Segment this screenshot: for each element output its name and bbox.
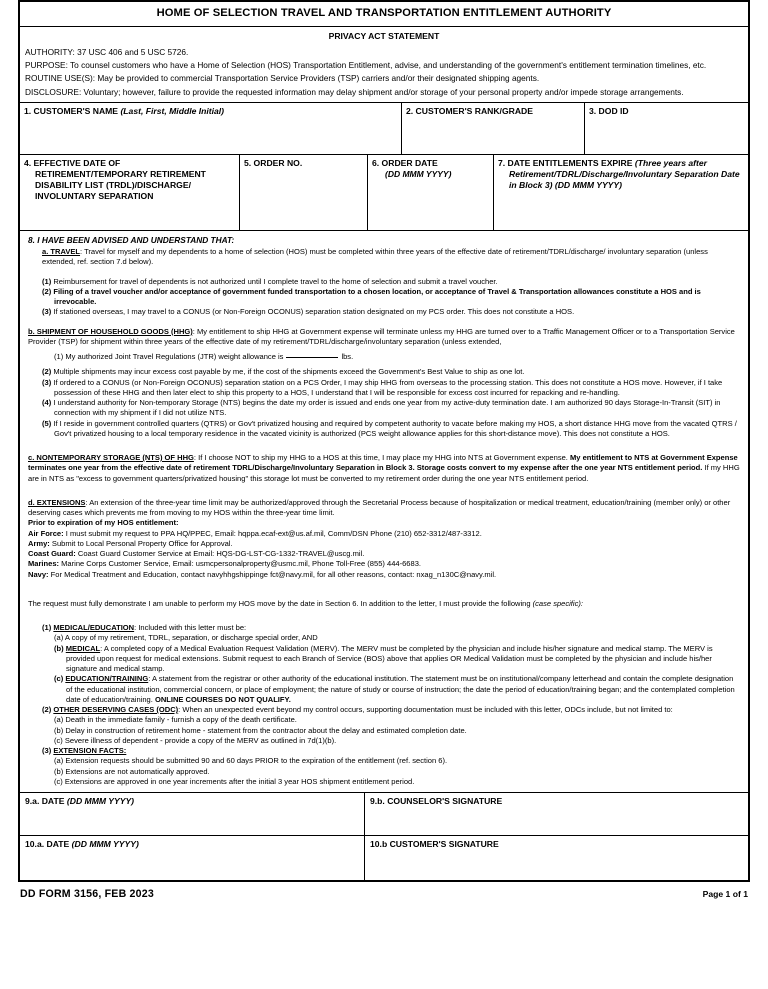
section-8c-paragraph bbox=[28, 453, 740, 484]
odc-item-a: (a) Death in the immediate family - furnish a copy of the death certificate. bbox=[54, 715, 297, 725]
item-number: (5) bbox=[42, 418, 52, 428]
section-8d-prior-line: Prior to expiration of my HOS entitlement: bbox=[28, 518, 179, 528]
field-9a-hint: (DD MMM YYYY) bbox=[66, 796, 135, 807]
field-counselor-signature[interactable] bbox=[365, 793, 748, 835]
section-8c-text-2: If my HHG are in NTS as "excess to government quarters/privatized housing" this storage lot must be converted to my retirement order during the one year NTS entitlement period. bbox=[28, 463, 740, 483]
extension-facts-heading bbox=[28, 746, 740, 756]
item-number: (2) bbox=[42, 367, 52, 377]
branch-air-force bbox=[28, 529, 740, 539]
signature-row-9 bbox=[20, 793, 748, 836]
section-8c-bold-text: My entitlement to NTS at Government Expense terminates one year from the effective date of retirement TDRL/Discharge/Involuntary Separation in Block 3. Storage costs convert to my expense after the one year NTS entitlement period. bbox=[28, 453, 738, 473]
field-customer-date[interactable] bbox=[20, 836, 365, 880]
item-text: : A statement from the registrar or other authority of the educational institution. The statement must be on institutional/company letterhead and contain the complete designation of the educational institution, commercial concern, or place of employment; the nature of study or course of instruction; the date the period of education/training began; and the contemplated completion date of education/training. bbox=[66, 674, 735, 704]
section-8b-paragraph bbox=[28, 327, 740, 348]
item-text: If stationed overseas, I may travel to a CONUS (or Non-Foreign OCONUS) separation station designated on my PCS order. This does not constitute a HOS. bbox=[53, 307, 575, 317]
medical-education-heading bbox=[28, 623, 740, 633]
medical-education-item-a: (a) A copy of my retirement, TDRL, separation, or discharge special order, AND bbox=[54, 633, 318, 643]
branch-contact: For Medical Treatment and Education, contact navyhhgshippinge fct@navy.mil, for all other reasons, contact: nxag_n130C@navy.mil. bbox=[48, 569, 497, 579]
section-8b-label: b. SHIPMENT OF HOUSEHOLD GOODS (HHG) bbox=[28, 326, 193, 336]
section-8a-label: a. TRAVEL bbox=[42, 247, 81, 257]
item-text-pre: (1) My authorized Joint Travel Regulations (JTR) weight allowance is bbox=[54, 352, 284, 362]
request-text: The request must fully demonstrate I am unable to perform my HOS move by the date in Section 6. In addition to the letter, I must provide the following bbox=[28, 598, 533, 608]
field-row-1 bbox=[20, 103, 748, 155]
odc-item-c: (c) Severe illness of dependent - provide a copy of the MERV as outlined in 7d(1)(b). bbox=[54, 735, 337, 745]
field-counselor-date[interactable] bbox=[20, 793, 365, 835]
field-1-label: 1. CUSTOMER'S NAME bbox=[24, 105, 119, 116]
form-footer bbox=[18, 888, 750, 900]
extension-facts-item-a: (a) Extension requests should be submitted 90 and 60 days PRIOR to the expiration of the entitlement (ref. section 6). bbox=[54, 756, 448, 766]
section-8c-label: c. NONTEMPORARY STORAGE (NTS) OF HHG bbox=[28, 453, 194, 463]
field-3-label: 3. DOD ID bbox=[589, 105, 629, 116]
section-8b-item-3 bbox=[28, 378, 740, 399]
item-label: EXTENSION FACTS: bbox=[53, 746, 127, 756]
branch-contact: I must submit my request to PPA HQ/PPEC, Email: hqppa.ecaf-ext@us.af.mil, Comm/DSN Phone (210) 652-3312/487-3312. bbox=[63, 528, 482, 538]
section-8a-text: : Travel for myself and my dependents to a home of selection (HOS) must be completed within three years of the effective date of retirement/TDRL/discharge/ involuntary separation (unless extended, ref. section 7.d below). bbox=[42, 247, 708, 267]
section-8a-item-1 bbox=[28, 277, 740, 287]
section-8b-item-5 bbox=[28, 419, 740, 440]
branch-name: Navy: bbox=[28, 569, 49, 579]
item-text: Multiple shipments may incur excess cost payable by me, if the cost of the shipments exceed the Government's Best Value to ship as one lot. bbox=[53, 367, 525, 377]
form-id-label: DD FORM 3156, FEB 2023 bbox=[20, 888, 154, 901]
branch-coast-guard bbox=[28, 549, 740, 559]
field-10a-label: 10.a. DATE bbox=[25, 839, 70, 850]
section-8a-item-2 bbox=[28, 287, 740, 308]
item-label: OTHER DESERVING CASES (ODC) bbox=[53, 705, 179, 715]
branch-marines bbox=[28, 559, 740, 569]
privacy-act-section bbox=[20, 27, 748, 103]
item-number: (2) bbox=[42, 705, 52, 715]
medical-education-item-c bbox=[28, 674, 740, 705]
extension-facts-item-c: (c) Extensions are approved in one year increments after the initial 3 year HOS shipment entitlement period. bbox=[54, 776, 415, 786]
field-10a-hint: (DD MMM YYYY) bbox=[71, 839, 139, 850]
field-10b-label: 10.b CUSTOMER'S SIGNATURE bbox=[370, 839, 499, 850]
section-8a-paragraph bbox=[28, 247, 740, 268]
item-number: (1) bbox=[42, 623, 52, 633]
privacy-purpose: PURPOSE: To counsel customers who have a Home of Selection (HOS) Transportation Entitlement, advise, and understanding of the government's entitlement termination timelines, etc. bbox=[25, 60, 707, 71]
branch-name: Army: bbox=[28, 538, 50, 548]
request-case-specific: (case specific): bbox=[532, 598, 583, 608]
item-bold-note: ONLINE COURSES DO NOT QUALIFY. bbox=[154, 694, 291, 704]
field-7-label bbox=[498, 158, 744, 192]
branch-contact: Coast Guard Customer Service at Email: HQS-DG-LST-CG-1332-TRAVEL@uscg.mil. bbox=[75, 549, 365, 559]
branch-name: Coast Guard: bbox=[28, 549, 76, 559]
item-text: If I reside in government controlled quarters (QTRS) or Gov't privatized housing and required by competent authority to vacate before making my HOS, a short distance HHG move from the vacated QTRS / Gov't privatized housing to a local temporary residence in the vacated vicinity is authorized (PCS weight allowance applies for this short-distance move). This does not constitute a HOS. bbox=[53, 418, 737, 438]
field-9b-label: 9.b. COUNSELOR'S SIGNATURE bbox=[370, 796, 503, 807]
field-date-entitlements-expire[interactable] bbox=[494, 155, 748, 230]
section-8d-label: d. EXTENSIONS bbox=[28, 497, 86, 507]
odc-item-b: (b) Delay in construction of retirement home - statement from the contractor about the delay and estimated completion date. bbox=[54, 725, 467, 735]
privacy-disclosure: DISCLOSURE: Voluntary; however, failure to provide the requested information may delay shipment and/or storage of your personal property and/or impede storage arrangements. bbox=[25, 86, 684, 97]
form-outer-frame bbox=[18, 0, 750, 882]
section-8d-text: : An extension of the three-year time limit may be authorized/approved through the Secretarial Process because of hospitalization or medical treatment, education/training (member only) or other deserving cases which prevents me from moving to my HOS within the three-year time limit. bbox=[28, 497, 731, 518]
field-customer-name[interactable] bbox=[20, 103, 402, 154]
field-9a-label: 9.a. DATE bbox=[25, 796, 65, 807]
field-row-2 bbox=[20, 155, 748, 231]
branch-name: Marines: bbox=[28, 559, 60, 569]
field-customer-rank-grade[interactable] bbox=[402, 103, 585, 154]
section-8a-item-3 bbox=[28, 307, 740, 317]
privacy-authority: AUTHORITY: 37 USC 406 and 5 USC 5726. bbox=[25, 47, 189, 57]
item-label: EDUCATION/TRAINING bbox=[65, 674, 149, 684]
section-8b-item-4 bbox=[28, 398, 740, 419]
field-order-date[interactable] bbox=[368, 155, 494, 230]
odc-heading bbox=[28, 705, 740, 715]
item-text: : When an unexpected event beyond my control occurs, supporting documentation must be included with this letter, ODCs include, but not limited to: bbox=[178, 705, 673, 715]
privacy-routine-use: ROUTINE USE(S): May be provided to commercial Transportation Service Providers (TSP) carriers and/or their designated shipping agents. bbox=[25, 73, 540, 84]
section-8b-text: : My entitlement to ship HHG at Government expense will terminate unless my HHG are turned over to a Traffic Management Officer or to a Transportation Service Provider (TSP) for shipment within three years of the effective date of my retirement/TDRL/discharge/involuntary separation (unless extended, bbox=[28, 326, 735, 346]
item-number: (3) bbox=[42, 307, 52, 317]
item-text: : Included with this letter must be: bbox=[134, 623, 247, 633]
section-8-body bbox=[20, 231, 748, 793]
item-number: (4) bbox=[42, 398, 52, 408]
page-number-label: Page 1 of 1 bbox=[702, 889, 748, 900]
field-7-hint: (Three years after Retirement/TDRL/Discharge/Involuntary Separation Date in Block 3) (DD MMM YYYY) bbox=[509, 157, 740, 191]
field-customer-signature[interactable] bbox=[365, 836, 748, 880]
field-4-label: 4. EFFECTIVE DATE OF RETIREMENT/TEMPORARY RETIREMENT DISABILITY LIST (TRDL)/DISCHARGE/ INVOLUNTARY SEPARATION bbox=[24, 157, 206, 202]
field-dod-id[interactable] bbox=[585, 103, 748, 154]
branch-name: Air Force: bbox=[28, 528, 64, 538]
section-8b-item-1 bbox=[28, 352, 740, 362]
item-number: (1) bbox=[42, 276, 52, 286]
item-text: : A completed copy of a Medical Evaluation Request Validation (MERV). The MERV must be completed by the physician and include his/her signature and medical stamp. The MERV is provided upon request for medical extensions. Submit request to each Branch of Service (BOS) above that applies OR Medical Validation must be completed by the physician and include his/her signature and medical stamp. bbox=[66, 643, 713, 674]
privacy-act-heading: PRIVACY ACT STATEMENT bbox=[328, 31, 440, 41]
field-2-label: 2. CUSTOMER'S RANK/GRADE bbox=[406, 105, 533, 116]
section-8-heading: 8. I HAVE BEEN ADVISED AND UNDERSTAND THAT: bbox=[28, 234, 235, 245]
item-label: MEDICAL bbox=[65, 643, 101, 653]
section-8b-item-2 bbox=[28, 367, 740, 377]
extension-facts-item-b: (b) Extensions are not automatically approved. bbox=[54, 766, 210, 776]
item-number: (2) bbox=[42, 286, 52, 296]
weight-allowance-input[interactable] bbox=[286, 357, 338, 358]
form-title: HOME OF SELECTION TRAVEL AND TRANSPORTATION ENTITLEMENT AUTHORITY bbox=[20, 2, 748, 27]
item-number: (c) bbox=[54, 674, 64, 684]
field-order-no[interactable] bbox=[240, 155, 368, 230]
field-1-hint: (Last, First, Middle Initial) bbox=[120, 105, 225, 116]
item-text: If ordered to a CONUS (or Non-Foreign OCONUS) separation station on a PCS Order, I may ship HHG from overseas to the processing station. This does not constitute a HOS move. However, if I take possession of these HHG and then later elect to ship this property to a HOS, I understand that I will be responsible for excess cost incurred for repacking and re-handling. bbox=[53, 377, 723, 397]
field-5-label: 5. ORDER NO. bbox=[244, 157, 303, 168]
section-8d-paragraph bbox=[28, 498, 740, 519]
signature-row-10 bbox=[20, 836, 748, 880]
item-text-post: lbs. bbox=[341, 352, 354, 362]
item-label: MEDICAL/EDUCATION bbox=[53, 623, 135, 633]
branch-contact: Submit to Local Personal Property Office for Approval. bbox=[49, 538, 233, 548]
item-text: Filing of a travel voucher and/or acceptance of government funded transportation to a chosen location, or acceptance of Travel & Transportation allowances constitute a HOS and is irrevocable. bbox=[53, 286, 701, 307]
request-demonstration-paragraph bbox=[28, 599, 740, 609]
branch-army bbox=[28, 539, 740, 549]
field-effective-date[interactable] bbox=[20, 155, 240, 230]
medical-education-item-b bbox=[28, 644, 740, 675]
field-6-label: 6. ORDER DATE bbox=[372, 157, 438, 168]
section-8c-text-1: : If I choose NOT to ship my HHG to a HOS at this time, I may place my HHG into NTS at Government expense. bbox=[193, 453, 570, 463]
item-text: I understand authority for Non-temporary Storage (NTS) begins the date my order is issued and ends one year from my active-duty termination date. I am authorized 90 days Storage-In-Transit (SIT) in connection with my shipment if I did not utilize NTS. bbox=[53, 398, 721, 418]
item-text: Reimbursement for travel of dependents is not authorized until I complete travel to the home of selection and submit a travel voucher. bbox=[53, 276, 498, 286]
field-7-number: 7. DATE ENTITLEMENTS EXPIRE bbox=[498, 157, 633, 168]
branch-navy bbox=[28, 570, 740, 580]
field-6-hint: (DD MMM YYYY) bbox=[385, 168, 452, 179]
branch-contact: Marine Corps Customer Service, Email: usmcpersonalproperty@usmc.mil, Phone Toll-Free (855) 444-6683. bbox=[59, 559, 421, 569]
item-number: (3) bbox=[42, 746, 52, 756]
item-number: (3) bbox=[42, 377, 52, 387]
item-number: (b) bbox=[54, 643, 64, 653]
